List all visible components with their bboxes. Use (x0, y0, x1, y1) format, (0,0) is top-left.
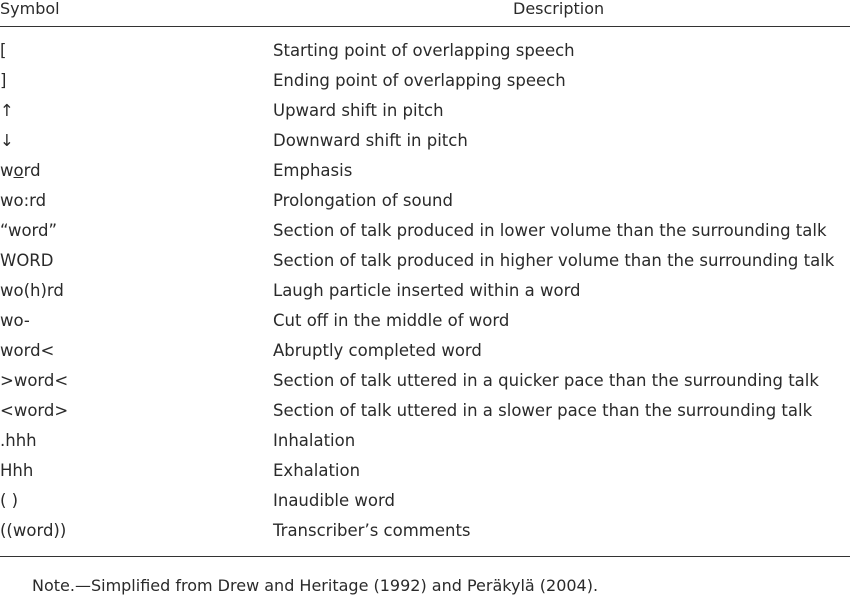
description-cell: Inhalation (273, 431, 356, 450)
symbol-cell: wo- (0, 311, 30, 330)
description-cell: Inaudible word (273, 491, 395, 510)
description-cell: Laugh particle inserted within a word (273, 281, 581, 300)
table-note: Note.—Simplified from Drew and Heritage (1992) and Peräkylä (2004). (32, 576, 599, 595)
table-row (0, 36, 850, 66)
table-row (0, 426, 850, 456)
symbol-cell: wo(h)rd (0, 281, 64, 300)
table-row (0, 246, 850, 276)
description-cell: Upward shift in pitch (273, 101, 444, 120)
symbol-cell: Hhh (0, 461, 34, 480)
table-row (0, 306, 850, 336)
table-row (0, 186, 850, 216)
description-cell: Exhalation (273, 461, 361, 480)
table-row (0, 156, 850, 186)
symbol-cell: ( ) (0, 491, 19, 510)
description-cell: Starting point of overlapping speech (273, 41, 575, 60)
table-row (0, 216, 850, 246)
description-cell: Ending point of overlapping speech (273, 71, 566, 90)
description-cell: Abruptly completed word (273, 341, 482, 360)
description-cell: Section of talk uttered in a quicker pace than the surrounding talk (273, 371, 819, 390)
table-row (0, 66, 850, 96)
symbol-cell: ↑ (0, 101, 14, 120)
table-row (0, 516, 850, 546)
table-row (0, 486, 850, 516)
description-cell: Emphasis (273, 161, 353, 180)
description-cell: Section of talk produced in higher volume than the surrounding talk (273, 251, 835, 270)
description-cell: Downward shift in pitch (273, 131, 468, 150)
table-row (0, 96, 850, 126)
table-row (0, 366, 850, 396)
symbol-cell: word< (0, 341, 55, 360)
table-body (0, 36, 850, 546)
symbol-cell: >word< (0, 371, 69, 390)
description-cell: Section of talk produced in lower volume than the surrounding talk (273, 221, 827, 240)
table-row (0, 456, 850, 486)
symbol-cell: <word> (0, 401, 69, 420)
symbol-cell: WORD (0, 251, 54, 270)
table-row (0, 396, 850, 426)
header-description: Description (513, 0, 605, 18)
symbol-cell: “word” (0, 221, 58, 240)
symbol-cell: [ (0, 41, 7, 60)
symbol-cell: ] (0, 71, 7, 90)
header-rule (0, 26, 850, 27)
description-cell: Transcriber’s comments (273, 521, 471, 540)
table-row (0, 126, 850, 156)
description-cell: Prolongation of sound (273, 191, 453, 210)
table-header (0, 0, 850, 26)
symbol-cell: ((word)) (0, 521, 67, 540)
table-row (0, 336, 850, 366)
symbol-cell: .hhh (0, 431, 37, 450)
symbol-cell: ↓ (0, 131, 14, 150)
footer-rule (0, 556, 850, 557)
symbol-cell-emphasis: word (0, 161, 41, 180)
description-cell: Section of talk uttered in a slower pace than the surrounding talk (273, 401, 813, 420)
header-symbol: Symbol (0, 0, 60, 18)
description-cell: Cut off in the middle of word (273, 311, 510, 330)
symbol-cell: wo:rd (0, 191, 47, 210)
table-row (0, 276, 850, 306)
emphasis-underline: o (13, 161, 24, 180)
